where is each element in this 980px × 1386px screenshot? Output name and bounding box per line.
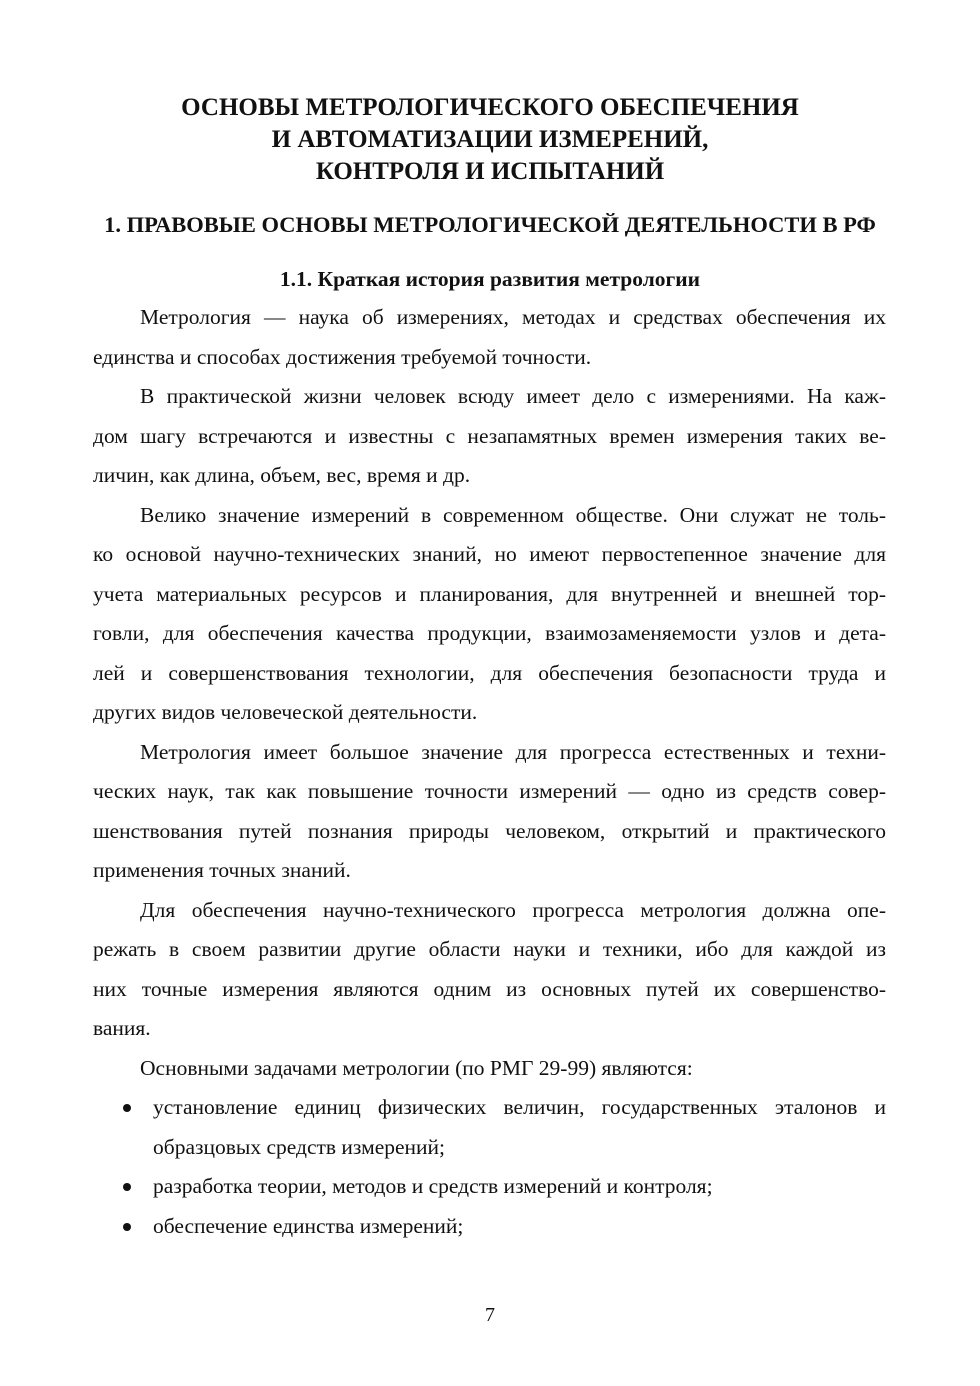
- paragraph-line: них точные измерения являются одним из основных путей их совершенство-: [93, 976, 886, 1001]
- paragraph: [93, 298, 886, 377]
- paragraph: [93, 377, 886, 496]
- paragraph-line: учета материальных ресурсов и планирования, для внутренней и внешней тор-: [93, 581, 886, 606]
- list-item-line: разработка теории, методов и средств измерений и контроля;: [153, 1174, 713, 1198]
- paragraph-line: личин, как длина, объем, вес, время и др.: [93, 463, 471, 487]
- paragraph-line: В практической жизни человек всюду имеет дело с измерениями. На каж-: [140, 384, 886, 408]
- bullet-icon: [123, 1223, 131, 1231]
- paragraph-line: Метрология имеет большое значение для прогресса естественных и техни-: [140, 739, 886, 764]
- list-item: [93, 1167, 886, 1207]
- section-title: 1.1. Краткая история развития метрологии: [279, 267, 701, 291]
- page-number: 7: [485, 1304, 495, 1326]
- paragraph-line: применения точных знаний.: [93, 858, 351, 882]
- main-title-line: И АВТОМАТИЗАЦИИ ИЗМЕРЕНИЙ,: [271, 126, 709, 153]
- list-item-line: установление единиц физических величин, государственных эталонов и: [153, 1095, 886, 1119]
- list-item: [93, 1207, 886, 1247]
- paragraph-line: говли, для обеспечения качества продукции, взаимозаменяемости узлов и дета-: [93, 621, 886, 645]
- paragraph-line: вания.: [93, 1016, 151, 1040]
- paragraph-line: Метрология — наука об измерениях, методах и средствах обеспечения их: [140, 305, 886, 329]
- paragraph: [93, 496, 886, 733]
- paragraph-line: других видов человеческой деятельности.: [93, 700, 478, 724]
- chapter-title: 1. ПРАВОВЫЕ ОСНОВЫ МЕТРОЛОГИЧЕСКОЙ ДЕЯТЕЛЬНОСТИ В РФ: [104, 212, 876, 237]
- list-item-line: образцовых средств измерений;: [153, 1134, 446, 1159]
- paragraph: [93, 1049, 886, 1089]
- paragraph: [93, 733, 886, 891]
- paragraph-line: ко основой научно-технических знаний, но имеют первостепенное значение для: [93, 542, 886, 566]
- paragraph-line: Велико значение измерений в современном обществе. Они служат не толь-: [140, 502, 886, 527]
- paragraph-line: шенствования путей познания природы человеком, открытий и практического: [93, 818, 886, 843]
- paragraph-line: единства и способах достижения требуемой точности.: [93, 344, 592, 369]
- task-list: [93, 1088, 886, 1246]
- body-text: [93, 298, 886, 1246]
- list-item-line: обеспечение единства измерений;: [153, 1213, 464, 1238]
- paragraph-line: лей и совершенствования технологии, для обеспечения безопасности труда и: [93, 660, 886, 685]
- paragraph-line: ческих наук, так как повышение точности измерений — одно из средств совер-: [93, 779, 886, 803]
- main-title-line: КОНТРОЛЯ И ИСПЫТАНИЙ: [315, 158, 665, 185]
- paragraph: [93, 891, 886, 1049]
- paragraph-line: режать в своем развитии другие области науки и техники, ибо для каждой из: [93, 937, 886, 961]
- main-title: [0, 92, 980, 188]
- main-title-line: ОСНОВЫ МЕТРОЛОГИЧЕСКОГО ОБЕСПЕЧЕНИЯ: [181, 94, 799, 121]
- bullet-icon: [123, 1183, 131, 1191]
- paragraph-line: дом шагу встречаются и известны с незапамятных времен измерения таких ве-: [93, 423, 886, 448]
- bullet-icon: [123, 1104, 131, 1112]
- paragraph-line: Для обеспечения научно-технического прогресса метрология должна опе-: [140, 897, 886, 922]
- list-item: [93, 1088, 886, 1167]
- paragraph-line: Основными задачами метрологии (по РМГ 29-99) являются:: [140, 1055, 693, 1080]
